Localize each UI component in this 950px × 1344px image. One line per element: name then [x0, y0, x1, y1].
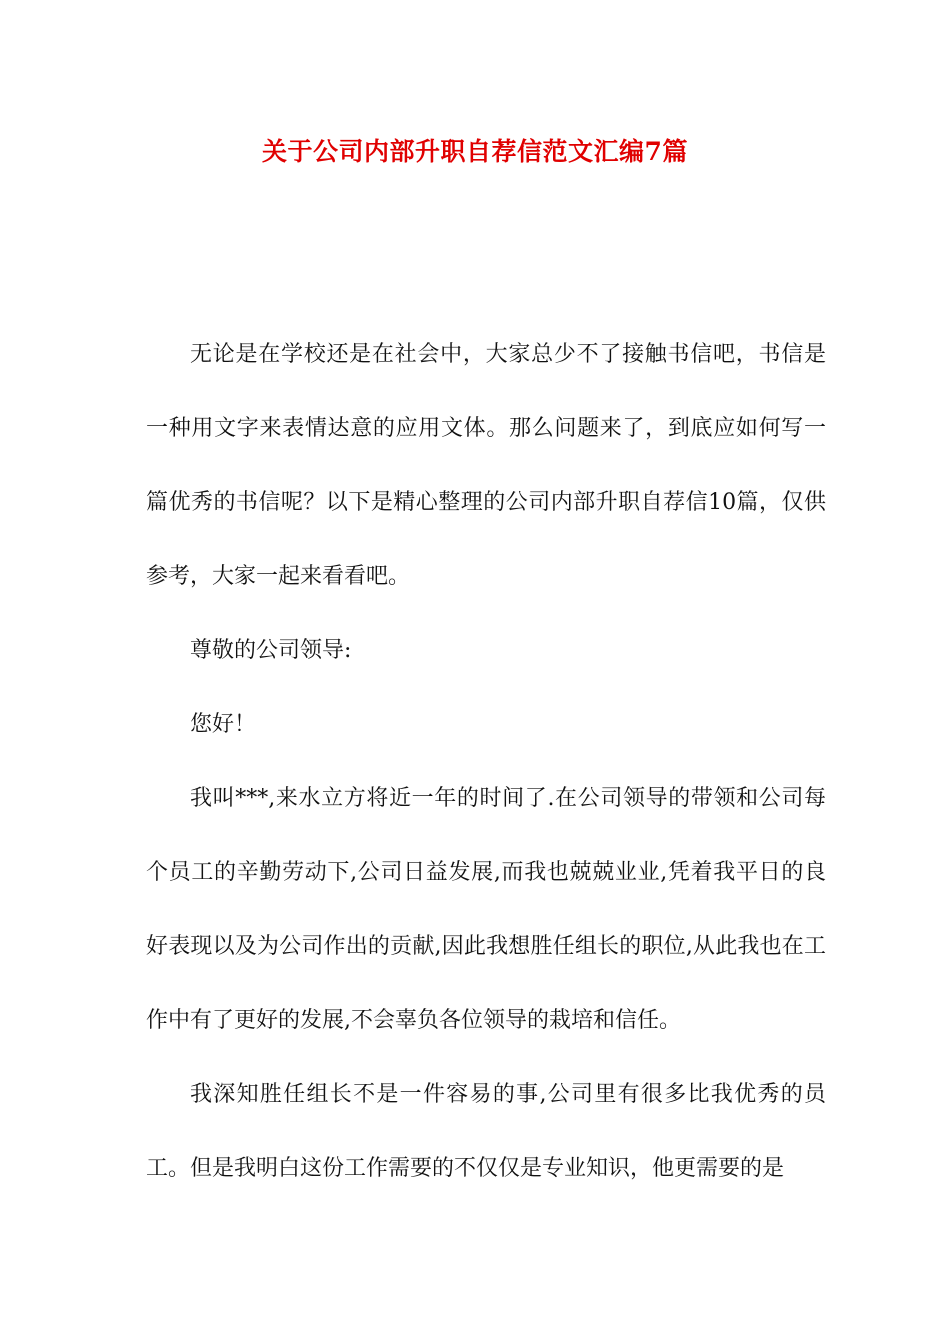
body-paragraph-2: 我深知胜任组长不是一件容易的事,公司里有很多比我优秀的员工。但是我明白这份工作需要的不仅仅是专业知识，他更需要的是: [146, 1082, 826, 1181]
document-body: [146, 318, 826, 1206]
greeting: 您好！: [190, 712, 257, 737]
salutation: 尊敬的公司领导:: [190, 638, 352, 663]
document-title: 关于公司内部升职自荐信范文汇编7篇: [262, 137, 688, 166]
intro-paragraph: 无论是在学校还是在社会中，大家总少不了接触书信吧，书信是一种用文字来表情达意的应用文体。那么问题来了，到底应如何写一篇优秀的书信呢？以下是精心整理的公司内部升职自荐信10篇，仅供参考，大家一起来看看吧。: [146, 342, 826, 589]
body-paragraph-1: 我叫***,来水立方将近一年的时间了.在公司领导的带领和公司每个员工的辛勤劳动下,公司日益发展,而我也兢兢业业,凭着我平日的良好表现以及为公司作出的贡献,因此我想胜任组长的职位,从此我也在工作中有了更好的发展,不会辜负各位领导的栽培和信任。: [146, 786, 826, 1033]
